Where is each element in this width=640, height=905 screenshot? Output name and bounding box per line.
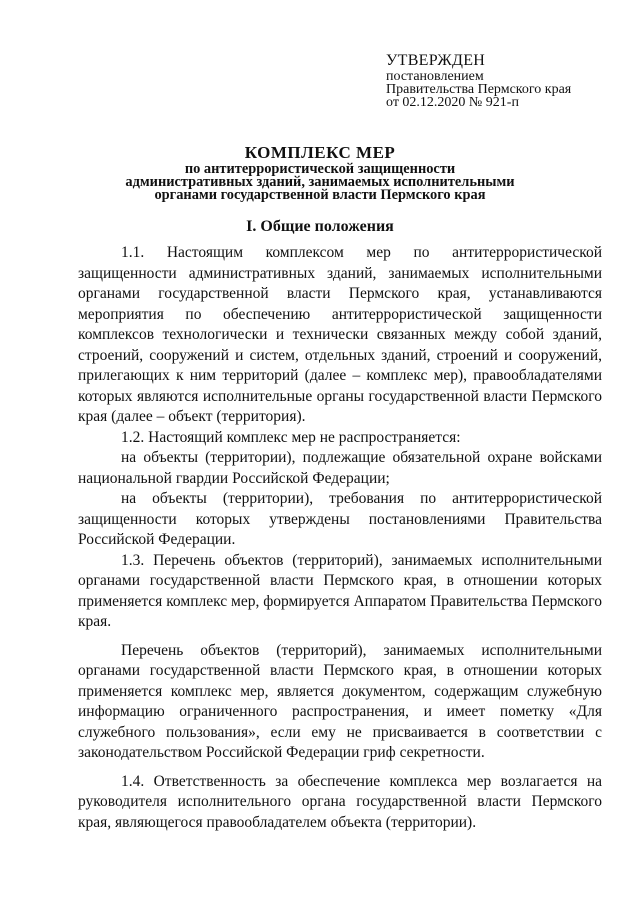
- document-subtitle-line-2: административных зданий, занимаемых исполнительными: [125, 174, 515, 190]
- document-body: [78, 243, 602, 833]
- document-subtitle-line-1: по антитеррористической защищенности: [184, 161, 456, 177]
- approval-line-2: Правительства Пермского края: [386, 82, 572, 97]
- approval-stamp: [386, 52, 571, 109]
- document-subtitle-line-3: органами государственной власти Пермского края: [154, 187, 486, 203]
- paragraph-1-3-list: Перечень объектов (территорий), занимаемых исполнительными органами государственной власти Пермского края, в отношении которых применяется комплекс мер, является документом, содержащим служебную информацию ограниченного распространения, и имеет пометку «Для служебного пользования», если ему не присваивается в соответствии с законодательством Российской Федерации гриф секретности.: [78, 641, 602, 761]
- approval-line-1: постановлением: [386, 69, 484, 84]
- approval-title: УТВЕРЖДЕН: [386, 52, 486, 69]
- document-title: КОМПЛЕКС МЕР: [244, 143, 396, 162]
- document-heading: [0, 143, 640, 202]
- paragraph-1-4: 1.4. Ответственность за обеспечение комплекса мер возлагается на руководителя исполнительного органа государственной власти Пермского края, являющегося правообладателем объекта (территории).: [78, 772, 602, 831]
- section-heading: I. Общие положения: [246, 218, 394, 235]
- paragraph-1-3: 1.3. Перечень объектов (территорий), занимаемых исполнительными органами государственной власти Пермского края, в отношении которых применяется комплекс мер, формируется Аппаратом Правительства Пермского края.: [78, 551, 602, 630]
- paragraph-1-2-item-2: на объекты (территории), требования по антитеррористической защищенности которых утверждены постановлениями Правительства Российской Федерации.: [78, 490, 602, 548]
- approval-line-3: от 02.12.2020 № 921-п: [386, 95, 519, 110]
- paragraph-1-2-item-1: на объекты (территории), подлежащие обязательной охране войсками национальной гвардии Российской Федерации;: [78, 449, 602, 487]
- paragraph-1-2: 1.2. Настоящий комплекс мер не распространяется:: [121, 428, 461, 446]
- paragraph-1-1: 1.1. Настоящим комплексом мер по антитеррористической защищенности административных зданий, занимаемых исполнительными органами государственной власти Пермского края, устанавливаются мероприятия по обеспечению антитеррористической защищенности комплексов технологически и технически связанных между собой зданий, строений, сооружений и систем, отдельных зданий, строений и сооружений, прилегающих к ним территорий (далее – комплекс мер), правообладателями которых являются исполнительные органы государственной власти Пермского края (далее – объект (территория).: [78, 244, 602, 425]
